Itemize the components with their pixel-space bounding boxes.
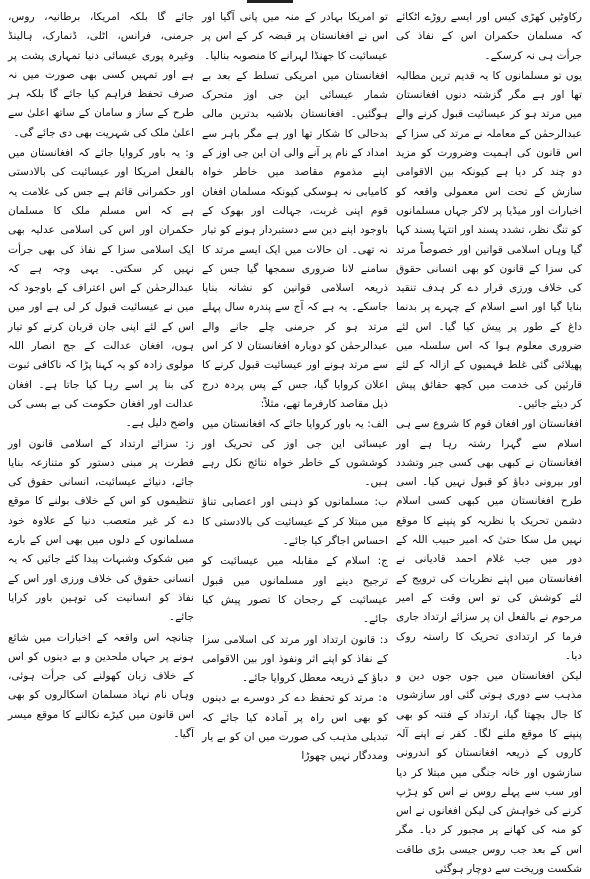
paragraph: ز: سزائے ارتداد کے اسلامی قانون اور فطرت پر مبنی دستور کو متنازعہ بنایا جائے، دنیائے عیسائیت، انسانی حقوق کی تنظیموں کو اس کے خلاف بولنے کا موقع دے کر غیر متعصب دنیا کے علاوہ خود مسلمانوں کے دلوں میں بھی اس کے بارے میں شکوک وشبہات پیدا کئے جائیں کہ یہ انسانی حقوق کی خلاف ورزی اور اس کے نفاذ کو انسانیت کی توہین باور کرایا جائے۔ [8,437,194,624]
paragraph: ہ: مرتد کو تحفظ دے کر دوسرے بے دینوں کو بھی اس راہ پر آمادہ کیا جائے کہ تبدیلی مذہب کی صورت میں ان کو بے یار ومددگار نہیں چھوڑا [202,692,388,763]
paragraph: تو امریکا بہادر کے منہ میں پانی آگیا اور اس نے افغانستان پر قبضہ کر کے اس پر عیسائیت کا جھنڈا لہرانے کا منصوبہ بنالیا۔ [202,11,388,62]
paragraph: و: یہ باور کروایا جائے کہ افغانستان میں بالفعل امریکا اور عیسائیت کی بالادستی اور حکمرانی قائم ہے جس کی علامت یہ ہے کہ اس مسلم ملک کا مسلمان حکمران اور اس کی اسلامی عدلیہ بھی ایک اسلامی سزا کے نفاذ کی بھی جرأت نہیں کر سکتی۔ یہی وجہ ہے کہ عبدالرحمٰن کے اس اعتراف کے باوجود کہ میں نے عیسائیت قبول کر لی ہے اور میں اس کے لئے اپنی جان قربان کرنے کو تیار ہوں، افغان عدالت کے جج انصار اللہ مولوی زادہ کو یہ کہنا پڑا کہ ناکافی ثبوت کی بنا پر اسے رہا کیا جاتا ہے۔ افغان عدالت اور افغان حکومت کی بے بسی کی واضح دلیل ہے۔ [8,147,194,430]
paragraph: افغانستان اور افغان قوم کا شروع سے ہی اسلام سے گہرا رشتہ رہا ہے اور افغانستان نے کبھی بھی کسی جبر وتشدد اور بیرونی دباؤ کو قبول نہیں کیا۔ اسی طرح افغانستان میں کبھی کسی اسلام دشمن تحریک یا نظریہ کو پنپنے کا موقع نہیں مل سکا حتیٰ کہ امیر حبیب اللہ کے دور میں جب غلام احمد قادیانی نے افغانستان میں اپنے نظریات کی ترویج کے لئے کوشش کی تو اس وقت کے امیر مرحوم نے بالفعل ان پر سزائے ارتداد جاری فرما کر ارتدادی تحریک کا راستہ روک دیا۔ [396,418,582,662]
column-right [396,8,582,876]
header-rule [247,0,293,3]
paragraph: جائے گا بلکہ امریکا، برطانیہ، روس، جرمنی، فرانس، اٹلی، ڈنمارک، ہالینڈ وغیرہ پوری عیسائی دنیا تمہاری پشت پر ہے اور تمہیں کسی بھی صورت میں نہ صرف تحفظ فراہم کیا جائے گا بلکہ ہر طرح کے ساز و سامان کے ساتھ اعلیٰ سے اعلیٰ ملک کی شہریت بھی دی جائے گی۔ [8,11,194,139]
paragraph: د: قانون ارتداد اور مرتد کی اسلامی سزا کے نفاذ کو اپنے اثر ونفوذ اور بین الاقوامی دباؤ کے ذریعہ معطل کروایا جائے۔ [202,633,388,685]
paragraph: رکاوٹیں کھڑی کیس اور ایسے روڑے اٹکائے کہ مسلمان حکمران اس کے نفاذ کی جرأت ہی نہ کرسکے۔ [396,11,582,62]
paragraph: یوں تو مسلمانوں کا یہ قدیم ترین مطالبہ تھا اور ہے مگر گزشتہ دنوں افغانستان میں مرتد ہو کر عیسائیت قبول کرنے والے عبدالرحمٰن کے معاملہ نے مرتد کی سزا کے اس قانون کی اہمیت وضرورت کو مزید دو چند کر دیا ہے کیونکہ بین الاقوامی سازش کے تحت اس معمولی واقعہ کو اخبارات اور میڈیا پر لاکر جہاں مسلمانوں کو تنگ نظر، تشدد پسند اور انتہا پسند کہا گیا وہاں اسلامی قوانین اور خصوصاً مرتد کی سزا کے قانون کو بھی انسانی حقوق کی خلاف ورزی قرار دے کر ہدف تنقید بنایا گیا اور اسے اسلام کے چہرے پر بدنما داغ کے طور پر پیش کیا گیا۔ اس لئے ضروری معلوم ہوا کہ اس سلسلہ میں پھیلائی گئی غلط فہمیوں کے ازالہ کے لئے قارئین کی خدمت میں کچھ حقائق پیش کر دیئے جائیں۔ [396,69,582,410]
paragraph: ب: مسلمانوں کو ذہنی اور اعصابی تناؤ میں مبتلا کر کے عیسائیت کی بالادستی کا احساس اجاگر کیا جائے۔ [202,496,388,548]
paragraph: چنانچہ اس واقعہ کے اخبارات میں شائع ہونے پر جہاں ملحدین و بے دینوں کو اس کے خلاف زبان کھولنے کی جرأت ہوئی، وہاں نام نہاد مسلمان اسکالروں کو بھی اس قانون میں کیڑے نکالنے کا موقع میسر آگیا۔ [8,631,194,740]
newspaper-page [8,8,582,876]
paragraph: افغانستان میں امریکی تسلط کے بعد بے شمار عیسائی این جی اوز متحرک ہوگئیں۔ افغانستان بلاشبہ بدترین مالی بدحالی کا شکار تھا اور ہے مگر باہر سے امداد کے نام پر آنے والی ان این جی اوز کے اپنے مذموم مقاصد میں خاطر خواہ کامیابی نہ ہوسکی کیونکہ مسلمان افغان قوم اپنی غربت، جہالت اور بھوک کے باوجود اپنے دین سے دستبردار ہونے کو تیار نہ تھی۔ ان حالات میں ایک ایسے مرتد کا سامنے لانا ضروری سمجھا گیا جس کے ذریعہ اسلامی قوانین کو نشانہ بنایا جاسکے۔ یہ ہے کہ آج سے پندرہ سال پہلے مرتد ہو کر جرمنی چلے جانے والے عبدالرحمٰن کو دوبارہ افغانستان لا کر اس سے مرتد ہونے اور عیسائیت قبول کرنے کا اعلان کروایا گیا، جس کے پس پردہ درج ذیل مقاصد کارفرما تھے، مثلاً: [202,69,388,410]
paragraph: ج: اسلام کے مقابلہ میں عیسائیت کو ترجیح دینے اور مسلمانوں میں قبول عیسائیت کے رجحان کا تصور پیش کیا جائے۔ [202,555,388,626]
paragraph: لیکن افغانستان میں جوں جوں دین و مذہب سے دوری ہوتی گئی اور سازشوں کا جال بچھتا گیا، ارتداد کے فتنہ کو بھی پنپنے کا موقع ملنے لگا۔ کفر نے اپنے آلہ کاروں کے ذریعہ افغانستان کو اندرونی سازشوں اور خانہ جنگی میں مبتلا کر دیا اور سب سے پہلے روس نے اس کو ہڑپ کرنے کی خواہش کی لیکن افغانوں نے اس کو منہ کی کھانے پر مجبور کر دیا۔ مگر اس کے بعد جب روس جیسی بڑی طاقت شکست وریخت سے دوچار ہوگئی [396,670,582,876]
column-middle [202,8,388,771]
paragraph: الف: یہ باور کروایا جائے کہ افغانستان میں عیسائی این جی اوز کی تحریک اور کوششوں کے خاطر خواہ نتائج نکل رہے ہیں۔ [202,418,388,489]
column-left [8,8,194,771]
